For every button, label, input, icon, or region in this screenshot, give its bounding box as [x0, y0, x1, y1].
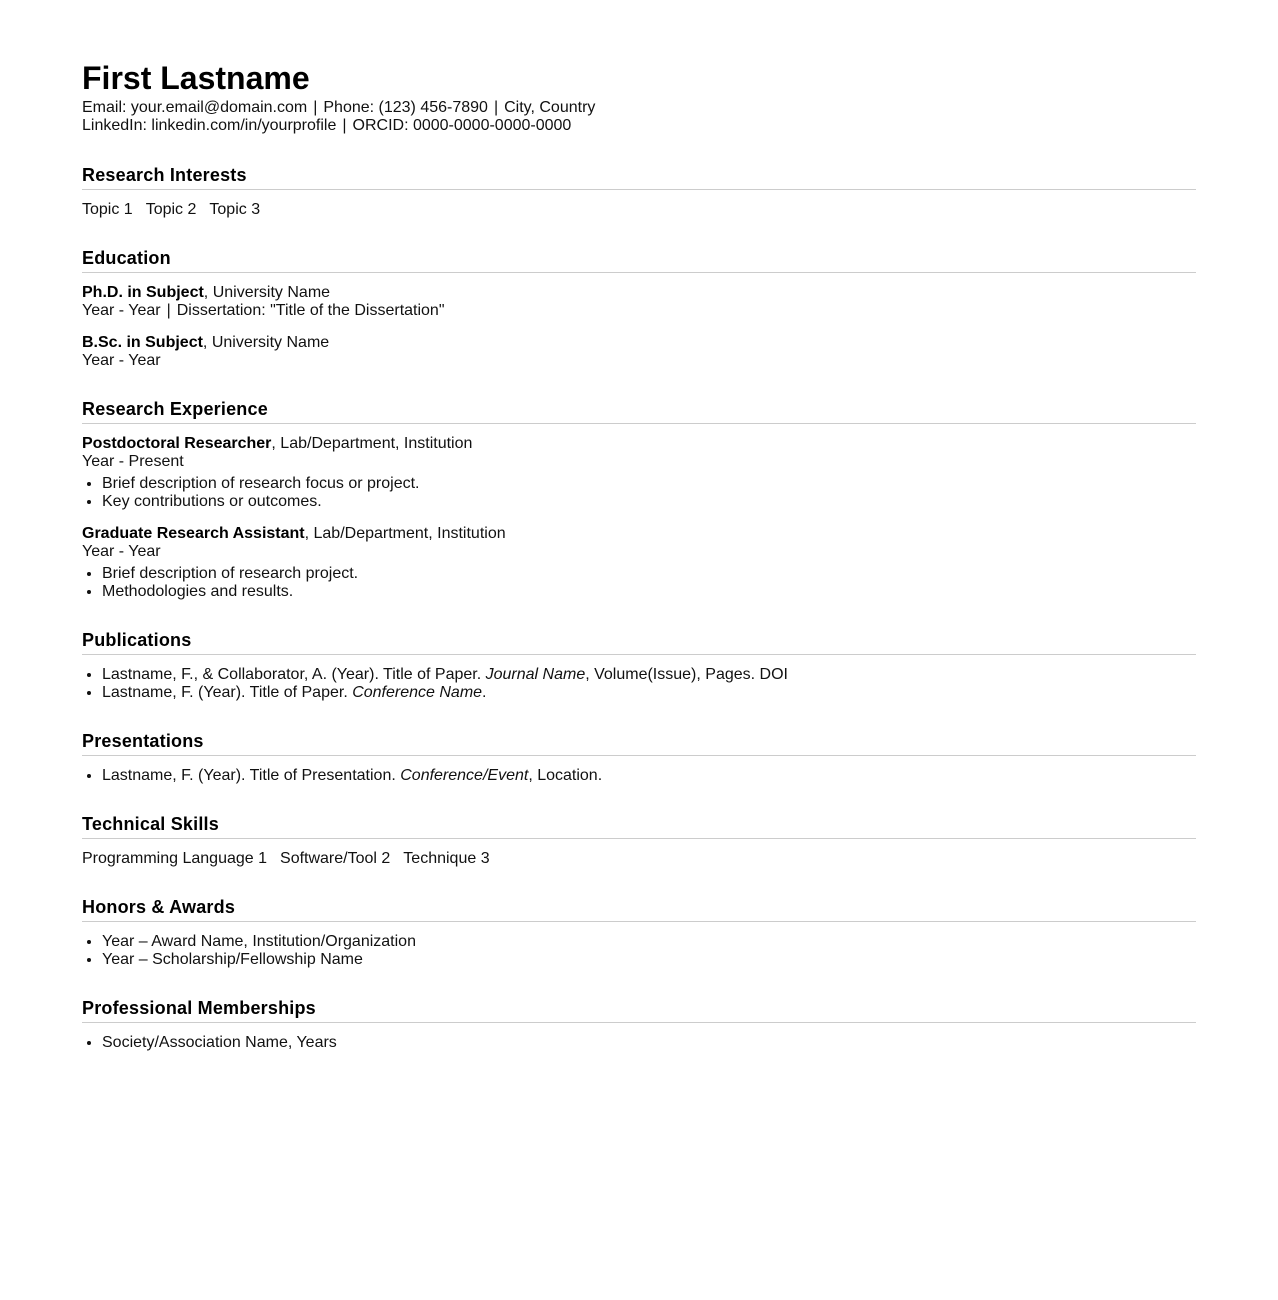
- skill-item: Software/Tool 2: [280, 850, 391, 867]
- contact-info: [82, 99, 1196, 135]
- bullet-item: • Brief description of research focus or project.: [102, 475, 1196, 493]
- citation-text: , Volume(Issue), Pages. DOI: [585, 666, 788, 683]
- section-heading: Presentations: [82, 730, 1196, 756]
- section-honors-awards: [82, 896, 1196, 969]
- presentation-list: [82, 767, 1196, 785]
- memberships-list: [82, 1034, 1196, 1052]
- interest-item: Topic 2: [145, 201, 197, 218]
- citation-text: , Location.: [528, 767, 603, 784]
- honors-list: [82, 933, 1196, 969]
- section-publications: [82, 629, 1196, 702]
- section-heading: Research Interests: [82, 164, 1196, 190]
- publication-item: [102, 666, 1196, 684]
- degree: Ph.D. in Subject: [82, 284, 204, 301]
- bullet-list: [82, 565, 1196, 601]
- education-entry: [82, 334, 1196, 370]
- venue: Conference/Event: [400, 767, 529, 784]
- membership-item: • Society/Association Name, Years: [102, 1034, 1196, 1052]
- separator: |: [342, 117, 347, 134]
- location: City, Country: [504, 99, 596, 116]
- phone: Phone: (123) 456-7890: [323, 99, 488, 116]
- years: Year - Year: [82, 352, 161, 369]
- bullet-item: • Methodologies and results.: [102, 583, 1196, 601]
- honor-item: • Year – Scholarship/Fellowship Name: [102, 951, 1196, 969]
- years: Year - Year: [82, 543, 161, 560]
- honor-item: • Year – Award Name, Institution/Organization: [102, 933, 1196, 951]
- education-entry: [82, 284, 1196, 320]
- section-heading: Technical Skills: [82, 813, 1196, 839]
- section-heading: Research Experience: [82, 398, 1196, 424]
- venue: Conference Name: [352, 684, 483, 701]
- venue: Journal Name: [485, 666, 586, 683]
- linkedin: LinkedIn: linkedin.com/in/yourprofile: [82, 117, 337, 134]
- contact-line-1: [82, 99, 1196, 117]
- bullet-item: • Brief description of research project.: [102, 565, 1196, 583]
- place: , Lab/Department, Institution: [271, 435, 473, 452]
- years: Year - Present: [82, 453, 184, 470]
- email: Email: your.email@domain.com: [82, 99, 308, 116]
- place: , Lab/Department, Institution: [304, 525, 506, 542]
- section-research-interests: [82, 164, 1196, 219]
- interest-item: Topic 3: [209, 201, 261, 218]
- section-education: [82, 247, 1196, 370]
- role: Postdoctoral Researcher: [82, 435, 272, 452]
- bullet-list: [82, 475, 1196, 511]
- section-technical-skills: [82, 813, 1196, 868]
- citation-text: Lastname, F. (Year). Title of Presentation.: [102, 767, 401, 784]
- citation-text: .: [482, 684, 487, 701]
- bullet-item: • Key contributions or outcomes.: [102, 493, 1196, 511]
- cv-header: [82, 0, 1196, 135]
- role: Graduate Research Assistant: [82, 525, 305, 542]
- experience-entry: [82, 525, 1196, 601]
- publication-item: [102, 684, 1196, 702]
- section-heading: Professional Memberships: [82, 997, 1196, 1023]
- presentation-item: [102, 767, 1196, 785]
- years: Year - Year: [82, 302, 161, 319]
- degree: B.Sc. in Subject: [82, 334, 203, 351]
- section-presentations: [82, 730, 1196, 785]
- dissertation: Dissertation: "Title of the Dissertation": [176, 302, 445, 319]
- section-heading: Publications: [82, 629, 1196, 655]
- separator: |: [313, 99, 318, 116]
- skill-item: Programming Language 1: [82, 850, 268, 867]
- publication-list: [82, 666, 1196, 702]
- section-heading: Education: [82, 247, 1196, 273]
- person-name: First Lastname: [82, 60, 310, 96]
- separator: |: [493, 99, 499, 116]
- skill-item: Technique 3: [403, 850, 490, 867]
- experience-entry: [82, 435, 1196, 511]
- institution: , University Name: [203, 284, 331, 301]
- citation-text: Lastname, F., & Collaborator, A. (Year). Title of Paper.: [102, 666, 486, 683]
- contact-line-2: [82, 117, 1196, 135]
- citation-text: Lastname, F. (Year). Title of Paper.: [102, 684, 353, 701]
- separator: |: [166, 302, 171, 319]
- section-memberships: [82, 997, 1196, 1052]
- section-heading: Honors & Awards: [82, 896, 1196, 922]
- cv-document: [82, 0, 1196, 1052]
- section-research-experience: [82, 398, 1196, 601]
- orcid: ORCID: 0000-0000-0000-0000: [352, 117, 572, 134]
- institution: , University Name: [202, 334, 330, 351]
- interest-item: Topic 1: [82, 201, 133, 218]
